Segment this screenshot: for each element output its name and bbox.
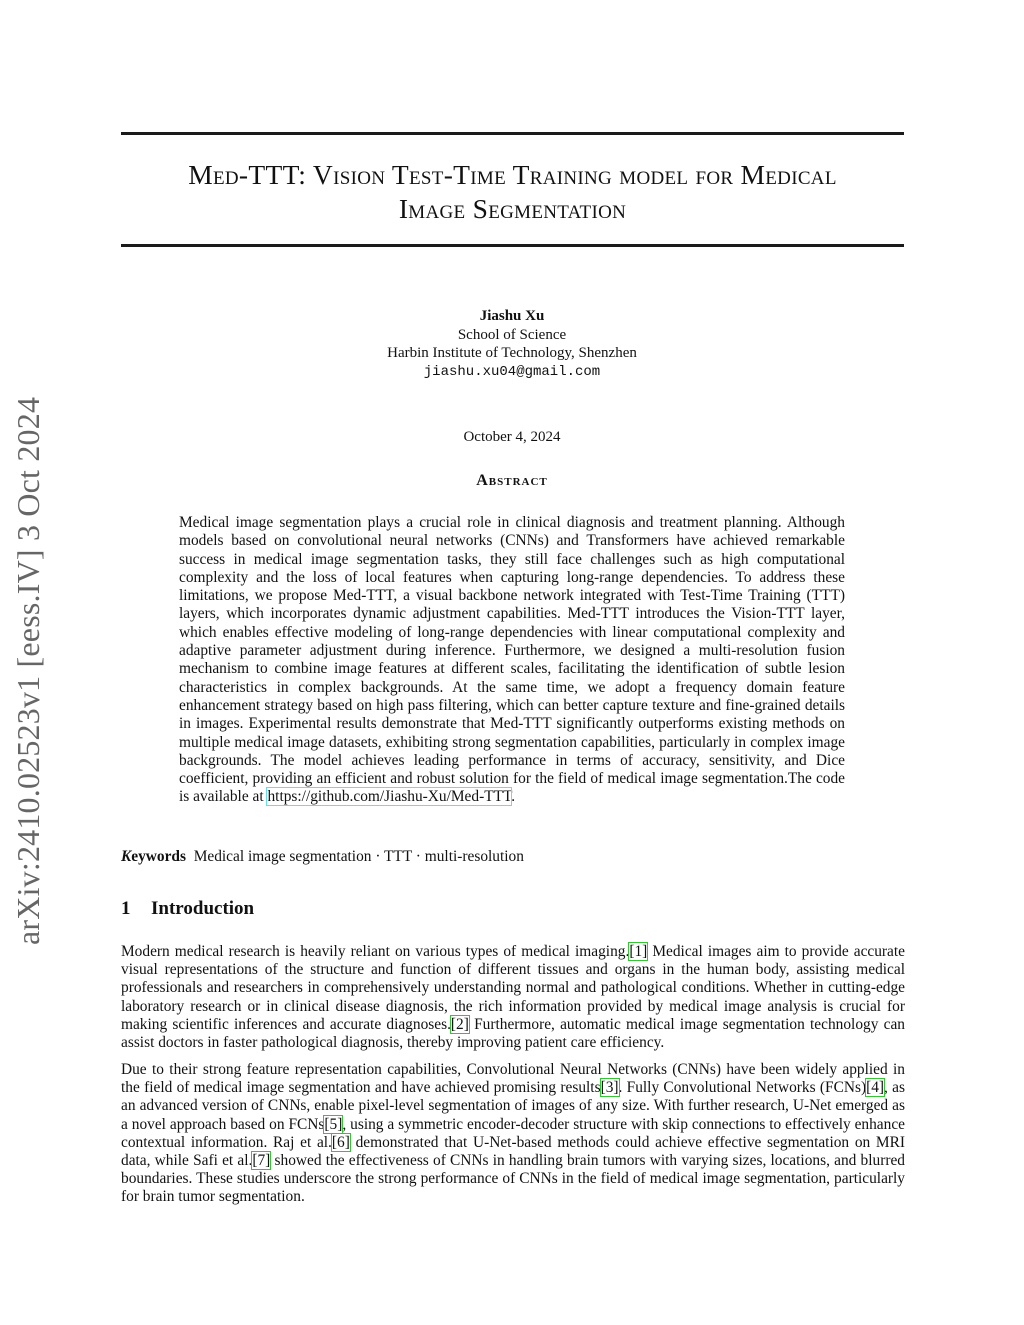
citation-5[interactable]: [5]	[324, 1115, 343, 1133]
para1-text-1: Modern medical research is heavily reliant on various types of medical imaging.	[121, 943, 630, 960]
para2-text-5: demonstrated that U-Net-based methods could achieve effective segmentation on MRI data, while Safi et al.	[121, 1133, 906, 1170]
para1-text-3: Furthermore, automatic medical image segmentation technology can assist doctors in faster pathological diagnosis, thereby improving patient care efficiency.	[121, 1015, 905, 1052]
author-institution: Harbin Institute of Technology, Shenzhen	[387, 345, 637, 361]
citation-2[interactable]: [2]	[450, 1015, 469, 1033]
keywords-line	[121, 848, 904, 866]
intro-paragraph-1	[121, 943, 905, 1052]
abstract-period: .	[511, 788, 516, 806]
keywords-label	[121, 848, 186, 865]
title-rule-bottom	[121, 244, 904, 247]
citation-1[interactable]: [1]	[629, 943, 648, 960]
keywords-label-rest: eywords	[131, 848, 186, 865]
author-email[interactable]: jiashu.xu04@gmail.com	[423, 363, 601, 380]
citation-6[interactable]: [6]	[331, 1133, 350, 1151]
citation-4[interactable]: [4]	[866, 1079, 885, 1097]
keywords-label-k: K	[121, 848, 132, 865]
section-number: 1	[121, 898, 131, 919]
para2-text-6: showed the effectiveness of CNNs in handling brain tumors with varying sizes, locations, and blurred boundaries. These studies underscore the strong performance of CNNs in the field of medical image segmentation, particularly for brain tumor segmentation.	[121, 1152, 905, 1206]
title-line-2: Image Segmentation	[398, 193, 627, 224]
para2-text-1: Due to their strong feature representation capabilities, Convolutional Neural Networks (CNNs) have been widely applied in the field of medical image segmentation and have achieved promising results	[121, 1061, 905, 1097]
author-block	[260, 307, 764, 381]
arxiv-side-stamp: arXiv:2410.02523v1 [eess.IV] 3 Oct 2024	[10, 396, 46, 945]
para2-text-3: , as an advanced version of CNNs, enable pixel-level segmentation of images of any size. With further research, U-Net emerged as a novel approach based on FCNs	[121, 1079, 905, 1133]
abstract-body: Medical image segmentation plays a crucial role in clinical diagnosis and treatment planning. Although models based on convolutional neural networks (CNNs) and Transformers have achieved remarkable success in medical image segmentation tasks, they still face challenges such as high computational complexity and the loss of local features when capturing long-range dependencies. To address these limitations, we propose Med-TTT, a visual backbone network integrated with Test-Time Training (TTT) layers, which incorporates dynamic adjustment capabilities. Med-TTT introduces the Vision-TTT layer, which enables effective modeling of long-range dependencies with linear computational complexity and adaptive parameter adjustment during inference. Furthermore, we designed a multi-resolution fusion mechanism to combine image features at different scales, facilitating the identification of subtle lesion characteristics in complex backgrounds. At the same time, we adopt a frequency domain feature enhancement strategy based on high pass filtering, which can better capture texture and fine-grained details in images. Experimental results demonstrate that Med-TTT significantly outperforms existing methods on multiple medical image datasets, exhibiting strong segmentation capabilities, particularly in complex image backgrounds. The model achieves leading performance in terms of accuracy, sensitivity, and Dice coefficient, providing an efficient and robust solution for the field of medical image segmentation.The code is available at	[179, 514, 845, 806]
paper-date: October 4, 2024	[463, 429, 561, 445]
title-line-1: Med-TTT: Vision Test-Time Training model for Medical	[188, 159, 837, 190]
para2-text-2: . Fully Convolutional Networks (FCNs)	[618, 1079, 867, 1097]
para2-text-4: , using a symmetric encoder-decoder structure with skip connections to effectively enhance contextual information. Raj et al.	[121, 1115, 905, 1151]
intro-paragraph-2	[121, 1061, 905, 1207]
code-link[interactable]: https://github.com/Jiashu-Xu/Med-TTT	[267, 788, 512, 806]
citation-7[interactable]: [7]	[252, 1152, 271, 1170]
paper-title	[121, 158, 904, 226]
abstract-text	[179, 514, 845, 807]
citation-3[interactable]: [3]	[600, 1079, 619, 1097]
keywords-text: Medical image segmentation · TTT · multi-resolution	[193, 848, 524, 865]
title-rule-top	[121, 132, 904, 135]
para1-text-2: Medical images aim to provide accurate visual representations of the structure and function of different tissues and organs in the human body, assisting medical professionals and researchers in comprehensively understanding normal and pathological conditions. Whether in cutting-edge laboratory research or in clinical disease diagnosis, the rich information provided by medical image analysis is crucial for making scientific inferences and accurate diagnoses.	[121, 943, 905, 1033]
author-name: Jiashu Xu	[479, 308, 545, 324]
section-title: Introduction	[151, 898, 255, 919]
section-heading-introduction	[121, 898, 904, 920]
abstract-heading: Abstract	[476, 472, 548, 489]
author-dept: School of Science	[457, 326, 567, 343]
